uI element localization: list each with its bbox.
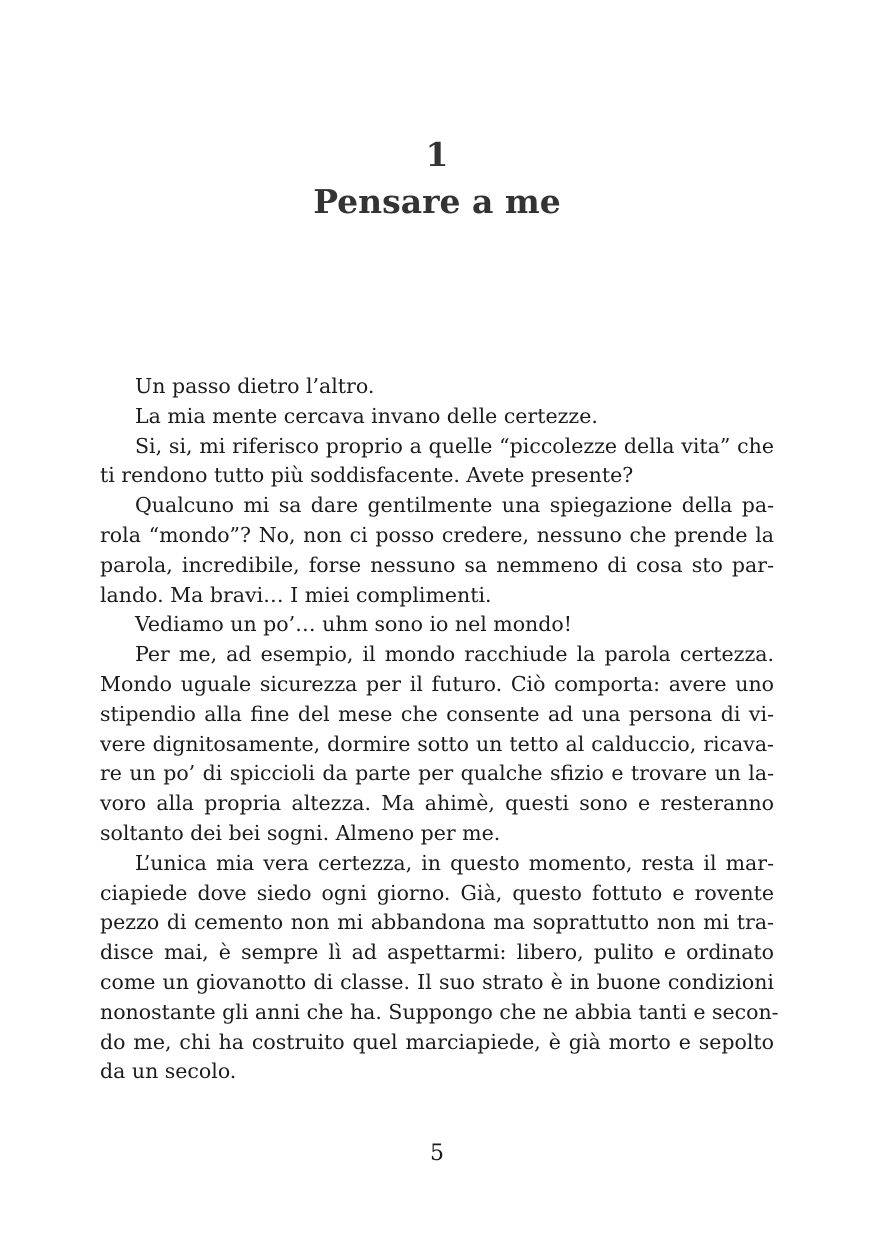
text-line: rola “mondo”? No, non ci posso credere, nessuno che prende la	[100, 522, 774, 547]
text-line: L’unica mia vera certezza, in questo momento, resta il mar-	[135, 850, 774, 875]
text-line: disce mai, è sempre lì ad aspettarmi: libero, pulito e ordinato	[100, 940, 774, 965]
text-line: do me, chi ha costruito quel marciapiede, è già morto e sepolto	[100, 1029, 774, 1054]
page-number: 5	[430, 1141, 444, 1166]
text-line: vere dignitosamente, dormire sotto un tetto al calduccio, ricava-	[100, 731, 774, 756]
text-line: Un passo dietro l’altro.	[135, 374, 375, 398]
text-line: lando. Ma bravi… I miei complimenti.	[100, 582, 492, 607]
text-line: voro alla propria altezza. Ma ahimè, questi sono e resteranno	[100, 791, 774, 816]
text-line: Si, si, mi riferisco proprio a quelle “piccolezze della vita” che	[135, 433, 774, 458]
text-line: soltanto dei bei sogni. Almeno per me.	[100, 820, 501, 845]
text-line: da un secolo.	[100, 1059, 237, 1084]
text-line: come un giovanotto di classe. Il suo strato è in buone condizioni	[100, 969, 774, 994]
text-line: stipendio alla fine del mese che consente ad una persona di vi-	[100, 701, 774, 726]
text-line: ciapiede dove siedo ogni giorno. Già, questo fottuto e rovente	[100, 880, 774, 905]
text-line: pezzo di cemento non mi abbandona ma soprattutto non mi tra-	[100, 910, 774, 935]
text-line: La mia mente cercava invano delle certezze.	[135, 403, 598, 428]
text-line: Per me, ad esempio, il mondo racchiude la parola certezza.	[135, 642, 774, 667]
text-line: Vediamo un po’… uhm sono io nel mondo!	[135, 612, 572, 637]
chapter-number: 1	[425, 135, 449, 174]
text-line: re un po’ di spiccioli da parte per qualche sfizio e trovare un la-	[100, 761, 774, 786]
text-line: parola, incredibile, forse nessuno sa nemmeno di cosa sto par-	[100, 552, 774, 577]
text-line: nonostante gli anni che ha. Suppongo che ne abbia tanti e secon-	[100, 999, 779, 1024]
text-line: Mondo uguale sicurezza per il futuro. Ciò comporta: avere uno	[100, 671, 774, 696]
text-line: Qualcuno mi sa dare gentilmente una spiegazione della pa-	[135, 493, 774, 518]
chapter-body	[100, 372, 779, 1087]
text-line: ti rendono tutto più soddisfacente. Avete presente?	[100, 463, 634, 488]
chapter-title: Pensare a me	[313, 182, 561, 221]
